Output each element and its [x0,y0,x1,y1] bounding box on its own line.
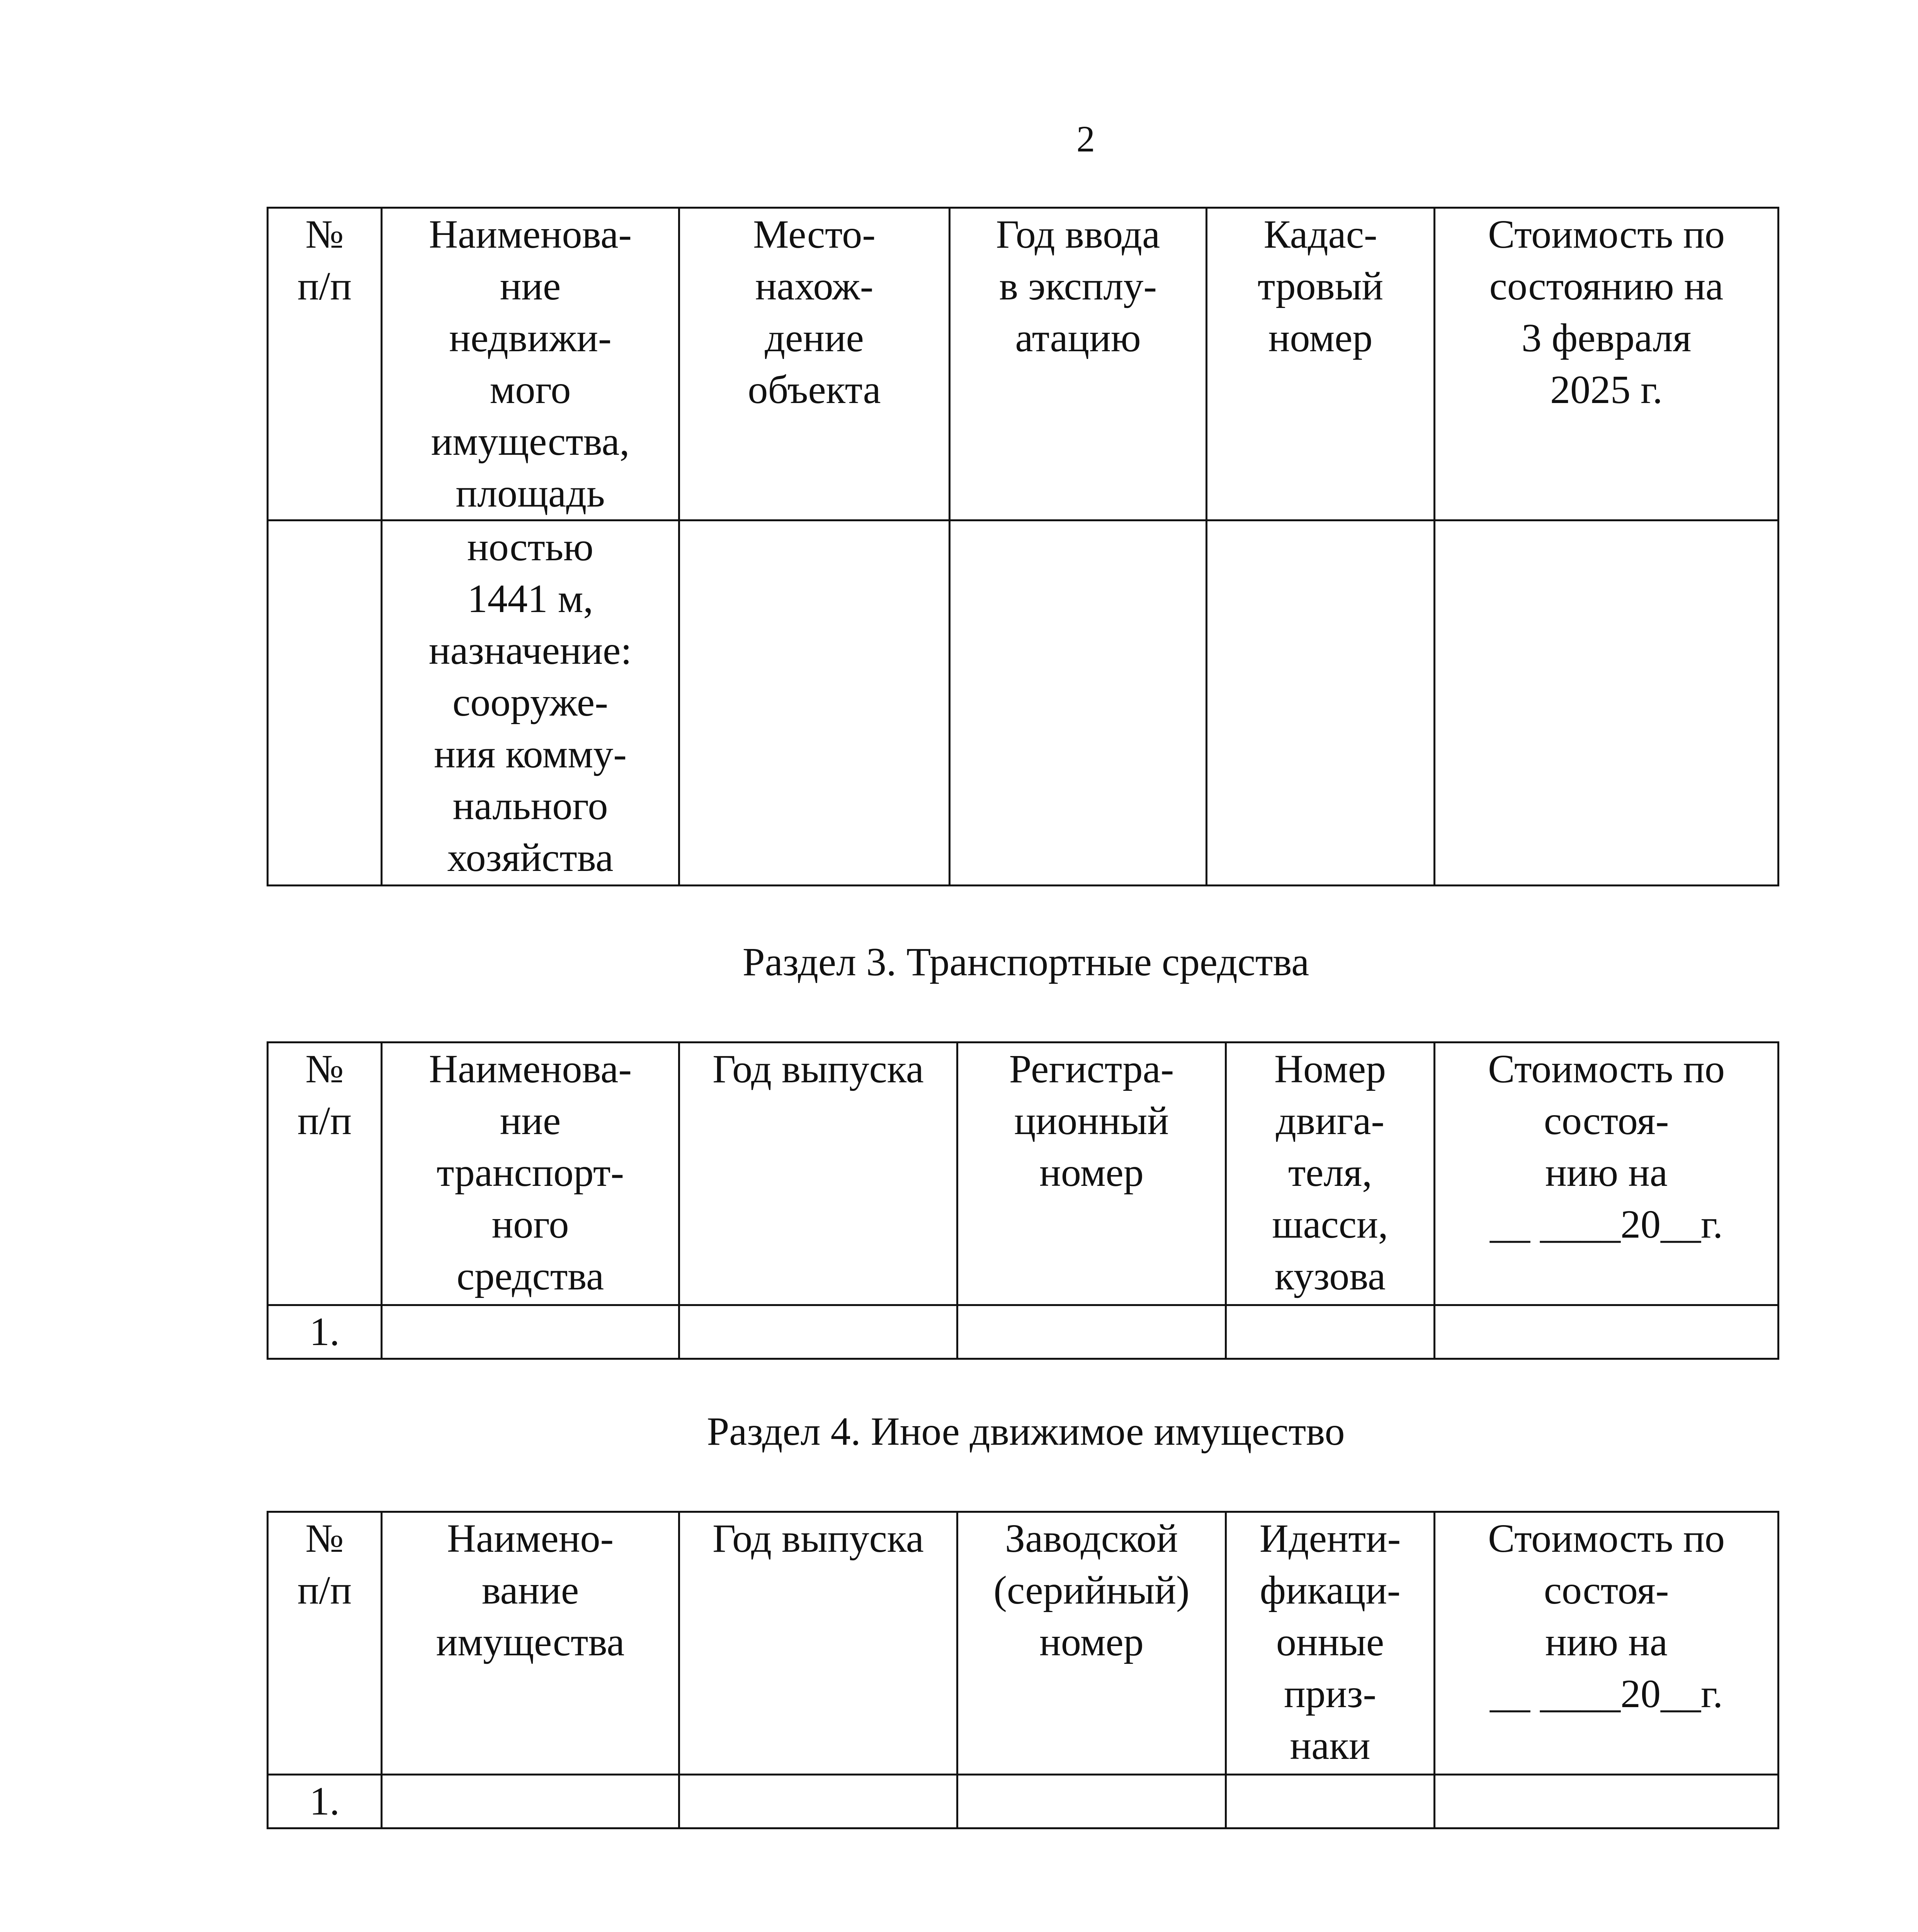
table-cell [382,1775,679,1828]
table-cell [1435,1775,1779,1828]
table-cell: 1. [268,1305,382,1359]
header-cell: Наименова- ние транспорт- ного средства [382,1043,679,1305]
header-cell: № п/п [268,1512,382,1775]
table-cell [1435,1305,1779,1359]
header-cell: Номер двига- теля, шасси, кузова [1226,1043,1435,1305]
table-cell [1207,520,1435,886]
header-cell: Стоимость по состоя- нию на __ ____20__г. [1435,1043,1779,1305]
table-cell [679,1305,957,1359]
table-cell [957,1305,1226,1359]
header-cell: Иденти- фикаци- онные приз- наки [1226,1512,1435,1775]
header-cell: Наимено- вание имущества [382,1512,679,1775]
section-3-title: Раздел 3. Транспортные средства [742,940,1309,984]
table-cell [957,1775,1226,1828]
header-cell: Стоимость по состоянию на 3 февраля 2025 г. [1435,208,1779,520]
table-cell [1435,520,1779,886]
header-cell: Регистра- ционный номер [957,1043,1226,1305]
table-cell [382,1305,679,1359]
table-cell: ностью 1441 м, назначение: сооруже- ния комму- нального хозяйства [382,520,679,886]
header-cell: Стоимость по состоя- нию на __ ____20__г. [1435,1512,1779,1775]
header-cell: Год выпуска [679,1043,957,1305]
table-cell [1226,1775,1435,1828]
header-cell: Наименова- ние недвижи- мого имущества, площадь [382,208,679,520]
table-row [268,1305,1779,1359]
header-cell: Год ввода в эксплу- атацию [950,208,1207,520]
table-header-row [268,1043,1779,1305]
header-cell: Кадас- тровый номер [1207,208,1435,520]
table-cell [679,1775,957,1828]
table-cell [1226,1305,1435,1359]
real-estate-table [267,207,1779,886]
header-cell: Место- нахож- дение объекта [679,208,950,520]
table-cell [950,520,1207,886]
vehicles-table [267,1041,1779,1360]
section-4-title: Раздел 4. Иное движимое имущество [707,1409,1345,1454]
header-cell: Заводской (серийный) номер [957,1512,1226,1775]
header-cell: № п/п [268,1043,382,1305]
table-cell [679,520,950,886]
header-cell: № п/п [268,208,382,520]
table-header-row [268,1512,1779,1775]
movable-property-table [267,1511,1779,1829]
page-number: 2 [1076,118,1095,160]
table-cell [268,520,382,886]
table-row [268,1775,1779,1828]
table-cell: 1. [268,1775,382,1828]
table-header-row [268,208,1779,520]
header-cell: Год выпуска [679,1512,957,1775]
table-row [268,520,1779,886]
